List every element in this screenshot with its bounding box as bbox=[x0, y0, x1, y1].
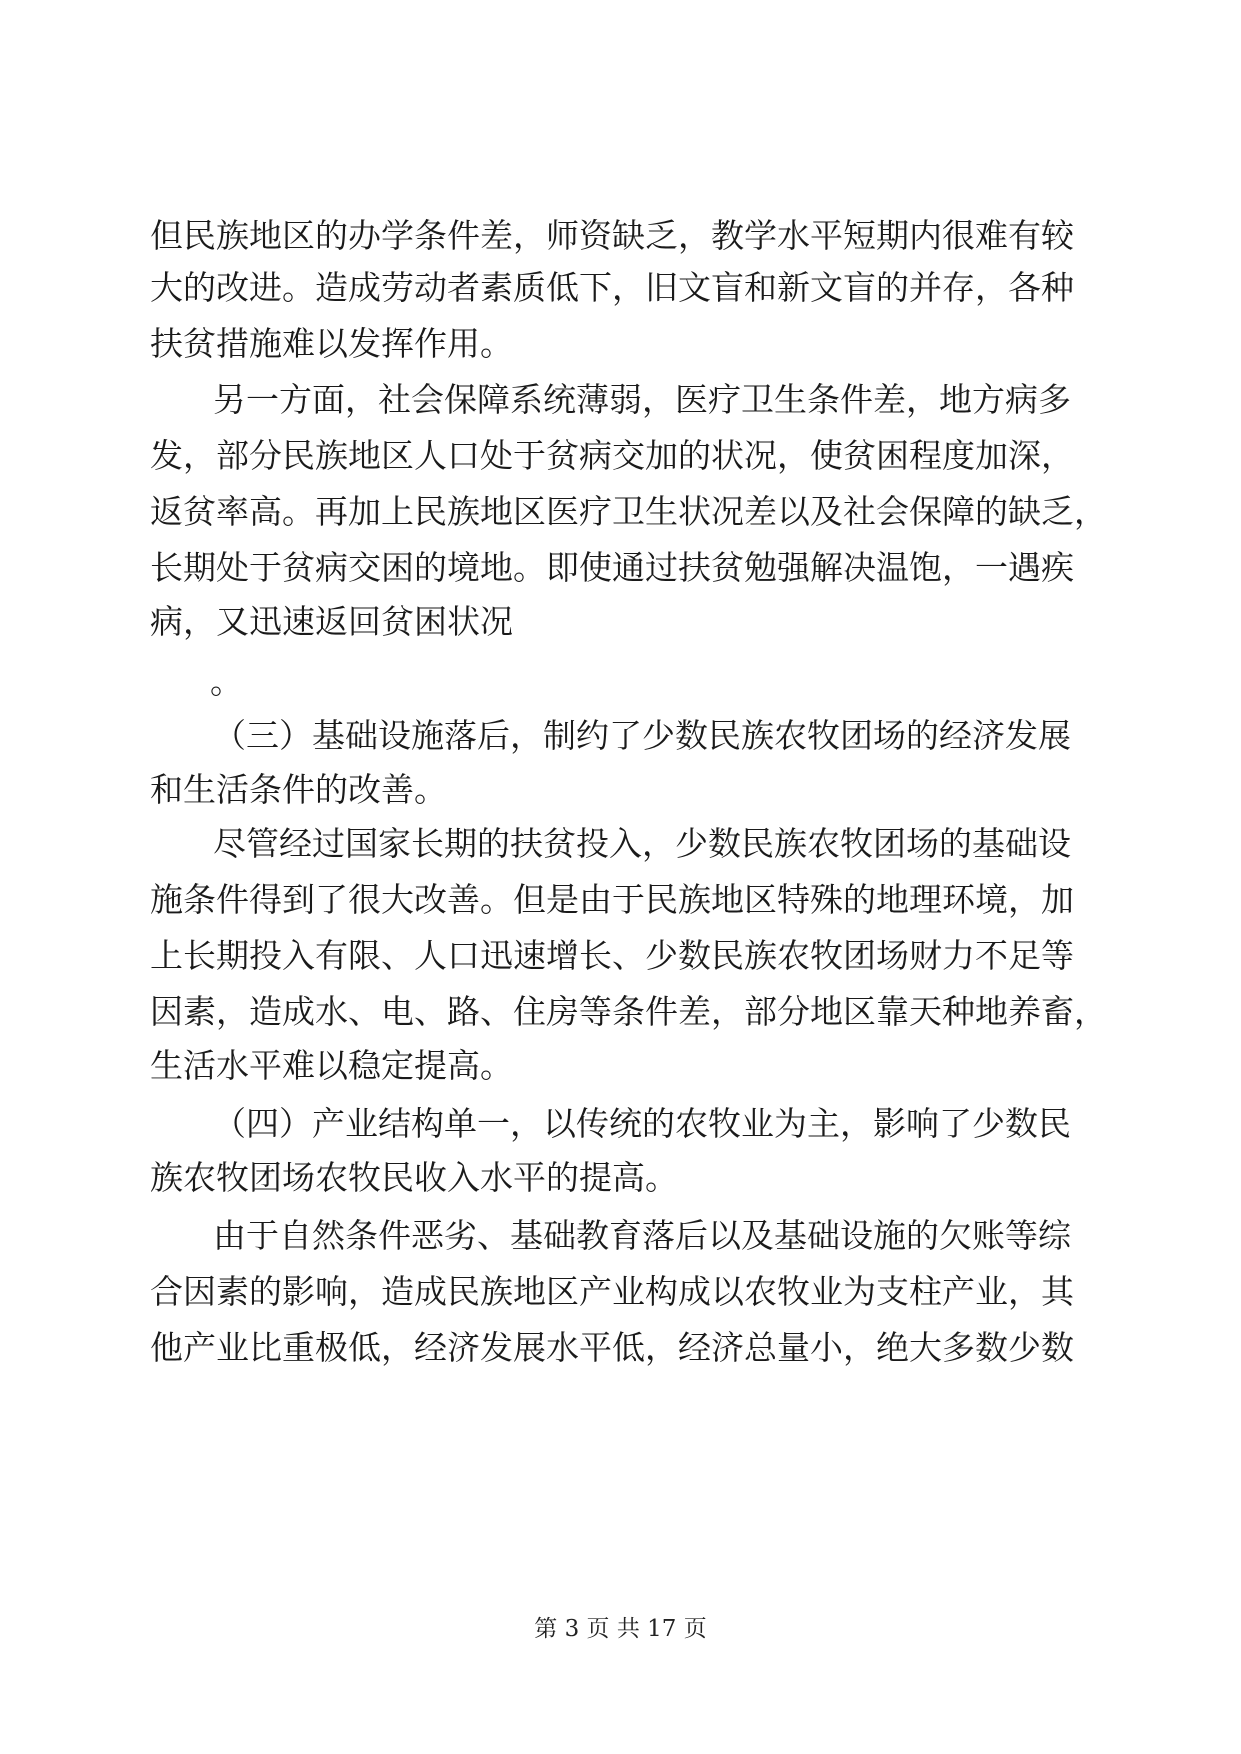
text-line bbox=[0, 656, 1241, 708]
page-footer: 第 3 页 共 17 页 bbox=[534, 1616, 707, 1642]
section-heading bbox=[0, 710, 1241, 762]
text-line bbox=[0, 1040, 1241, 1092]
text-line bbox=[0, 262, 1241, 314]
text-line bbox=[0, 318, 1241, 370]
text-line-content: 。 bbox=[210, 662, 243, 701]
text-line-content: 长期处于贫病交困的境地。即使通过扶贫勉强解决温饱，一遇疾 bbox=[150, 548, 1074, 587]
section-heading bbox=[0, 764, 1241, 816]
text-line-content: 另一方面，社会保障系统薄弱，医疗卫生条件差，地方病多 bbox=[213, 380, 1071, 419]
section-heading-content: 族农牧团场农牧民收入水平的提高。 bbox=[150, 1158, 678, 1197]
text-line bbox=[0, 986, 1241, 1038]
text-line bbox=[0, 374, 1241, 426]
text-line bbox=[0, 596, 1241, 648]
text-line-content: 发，部分民族地区人口处于贫病交加的状况，使贫困程度加深， bbox=[150, 436, 1074, 475]
section-heading-content: 和生活条件的改善。 bbox=[150, 770, 447, 809]
text-line-content: 施条件得到了很大改善。但是由于民族地区特殊的地理环境，加 bbox=[150, 880, 1074, 919]
text-line-content: 病，又迅速返回贫困状况 bbox=[150, 602, 513, 641]
text-line bbox=[0, 1266, 1241, 1318]
text-line bbox=[0, 818, 1241, 870]
text-line-content: 返贫率高。再加上民族地区医疗卫生状况差以及社会保障的缺乏， bbox=[150, 492, 1107, 531]
section-heading-content: （四）产业结构单一，以传统的农牧业为主，影响了少数民 bbox=[213, 1104, 1071, 1143]
text-line-content: 扶贫措施难以发挥作用。 bbox=[150, 324, 513, 363]
text-line bbox=[0, 930, 1241, 982]
text-line-content: 他产业比重极低，经济发展水平低，经济总量小，绝大多数少数 bbox=[150, 1328, 1074, 1367]
section-heading-content: （三）基础设施落后，制约了少数民族农牧团场的经济发展 bbox=[213, 716, 1071, 755]
text-line bbox=[0, 542, 1241, 594]
section-heading bbox=[0, 1152, 1241, 1204]
text-line-content: 合因素的影响，造成民族地区产业构成以农牧业为支柱产业，其 bbox=[150, 1272, 1074, 1311]
section-heading bbox=[0, 1098, 1241, 1150]
text-line bbox=[0, 874, 1241, 926]
text-line bbox=[0, 486, 1241, 538]
text-line-content: 生活水平难以稳定提高。 bbox=[150, 1046, 513, 1085]
text-line bbox=[0, 1210, 1241, 1262]
text-line-content: 尽管经过国家长期的扶贫投入，少数民族农牧团场的基础设 bbox=[213, 824, 1071, 863]
text-line bbox=[0, 210, 1241, 262]
text-line-content: 因素，造成水、电、路、住房等条件差，部分地区靠天种地养畜， bbox=[150, 992, 1107, 1031]
text-line-content: 上长期投入有限、人口迅速增长、少数民族农牧团场财力不足等 bbox=[150, 936, 1074, 975]
text-line-content: 大的改进。造成劳动者素质低下，旧文盲和新文盲的并存，各种 bbox=[150, 268, 1074, 307]
text-line bbox=[0, 430, 1241, 482]
text-line-content: 由于自然条件恶劣、基础教育落后以及基础设施的欠账等综 bbox=[213, 1216, 1071, 1255]
text-line bbox=[0, 1322, 1241, 1374]
text-line-content: 但民族地区的办学条件差，师资缺乏，教学水平短期内很难有较 bbox=[150, 216, 1074, 255]
